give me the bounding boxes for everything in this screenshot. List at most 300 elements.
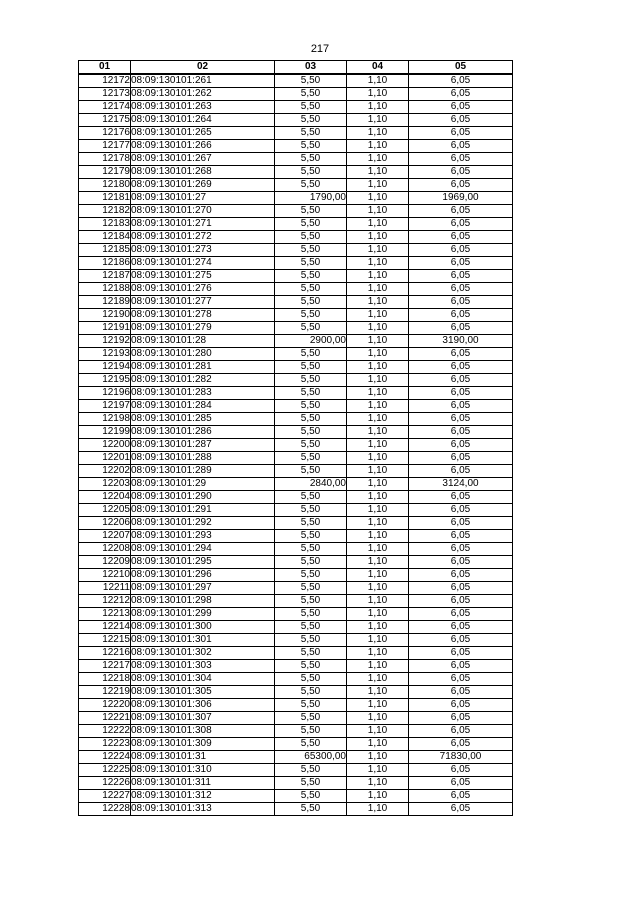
cadastral-number-cell: 08:09:130101:300	[131, 621, 275, 634]
table-row	[79, 504, 513, 517]
row-number-cell: 12216	[79, 647, 131, 660]
row-number-cell: 12215	[79, 634, 131, 647]
row-number-cell: 12184	[79, 231, 131, 244]
value-cell: 5,50	[275, 127, 347, 140]
table-row	[79, 777, 513, 790]
value-cell: 5,50	[275, 348, 347, 361]
coefficient-cell: 1,10	[347, 491, 409, 504]
result-cell: 6,05	[409, 634, 513, 647]
coefficient-cell: 1,10	[347, 140, 409, 153]
coefficient-cell: 1,10	[347, 530, 409, 543]
coefficient-cell: 1,10	[347, 348, 409, 361]
table-row	[79, 543, 513, 556]
cadastral-number-cell: 08:09:130101:289	[131, 465, 275, 478]
result-cell: 6,05	[409, 803, 513, 816]
result-cell: 6,05	[409, 296, 513, 309]
row-number-cell: 12181	[79, 192, 131, 205]
cadastral-number-cell: 08:09:130101:288	[131, 452, 275, 465]
result-cell: 6,05	[409, 660, 513, 673]
coefficient-cell: 1,10	[347, 660, 409, 673]
cadastral-number-cell: 08:09:130101:282	[131, 374, 275, 387]
cadastral-number-cell: 08:09:130101:29	[131, 478, 275, 491]
result-cell: 6,05	[409, 374, 513, 387]
result-cell: 6,05	[409, 465, 513, 478]
value-cell: 5,50	[275, 595, 347, 608]
cadastral-number-cell: 08:09:130101:270	[131, 205, 275, 218]
result-cell: 6,05	[409, 413, 513, 426]
row-number-cell: 12189	[79, 296, 131, 309]
cadastral-number-cell: 08:09:130101:261	[131, 74, 275, 88]
value-cell: 5,50	[275, 153, 347, 166]
coefficient-cell: 1,10	[347, 478, 409, 491]
result-cell: 6,05	[409, 621, 513, 634]
value-cell: 5,50	[275, 374, 347, 387]
table-row	[79, 491, 513, 504]
row-number-cell: 12222	[79, 725, 131, 738]
cadastral-number-cell: 08:09:130101:264	[131, 114, 275, 127]
coefficient-cell: 1,10	[347, 127, 409, 140]
cadastral-number-cell: 08:09:130101:272	[131, 231, 275, 244]
cadastral-number-cell: 08:09:130101:267	[131, 153, 275, 166]
value-cell: 5,50	[275, 504, 347, 517]
coefficient-cell: 1,10	[347, 322, 409, 335]
value-cell: 65300,00	[275, 751, 347, 764]
value-cell: 5,50	[275, 660, 347, 673]
result-cell: 6,05	[409, 114, 513, 127]
value-cell: 5,50	[275, 413, 347, 426]
value-cell: 5,50	[275, 530, 347, 543]
coefficient-cell: 1,10	[347, 608, 409, 621]
row-number-cell: 12205	[79, 504, 131, 517]
coefficient-cell: 1,10	[347, 439, 409, 452]
cadastral-number-cell: 08:09:130101:280	[131, 348, 275, 361]
column-header-04: 04	[347, 61, 409, 75]
coefficient-cell: 1,10	[347, 595, 409, 608]
row-number-cell: 12220	[79, 699, 131, 712]
table-row	[79, 218, 513, 231]
row-number-cell: 12182	[79, 205, 131, 218]
page-number: 217	[310, 43, 330, 55]
value-cell: 5,50	[275, 543, 347, 556]
value-cell: 5,50	[275, 699, 347, 712]
coefficient-cell: 1,10	[347, 738, 409, 751]
value-cell: 5,50	[275, 764, 347, 777]
table-row	[79, 764, 513, 777]
table-row	[79, 426, 513, 439]
cadastral-number-cell: 08:09:130101:275	[131, 270, 275, 283]
table-row	[79, 608, 513, 621]
coefficient-cell: 1,10	[347, 387, 409, 400]
row-number-cell: 12192	[79, 335, 131, 348]
value-cell: 5,50	[275, 803, 347, 816]
value-cell: 5,50	[275, 166, 347, 179]
row-number-cell: 12177	[79, 140, 131, 153]
row-number-cell: 12173	[79, 88, 131, 101]
row-number-cell: 12227	[79, 790, 131, 803]
coefficient-cell: 1,10	[347, 556, 409, 569]
table-row	[79, 621, 513, 634]
cadastral-number-cell: 08:09:130101:297	[131, 582, 275, 595]
result-cell: 6,05	[409, 205, 513, 218]
coefficient-cell: 1,10	[347, 244, 409, 257]
coefficient-cell: 1,10	[347, 517, 409, 530]
result-cell: 6,05	[409, 257, 513, 270]
table-row	[79, 569, 513, 582]
row-number-cell: 12197	[79, 400, 131, 413]
result-cell: 6,05	[409, 400, 513, 413]
table-row	[79, 296, 513, 309]
result-cell: 6,05	[409, 127, 513, 140]
row-number-cell: 12209	[79, 556, 131, 569]
coefficient-cell: 1,10	[347, 153, 409, 166]
result-cell: 71830,00	[409, 751, 513, 764]
table-row	[79, 140, 513, 153]
cadastral-number-cell: 08:09:130101:290	[131, 491, 275, 504]
value-cell: 5,50	[275, 74, 347, 88]
table-row	[79, 179, 513, 192]
coefficient-cell: 1,10	[347, 101, 409, 114]
table-row	[79, 127, 513, 140]
table-row	[79, 244, 513, 257]
result-cell: 6,05	[409, 595, 513, 608]
row-number-cell: 12211	[79, 582, 131, 595]
result-cell: 6,05	[409, 712, 513, 725]
result-cell: 6,05	[409, 426, 513, 439]
coefficient-cell: 1,10	[347, 309, 409, 322]
row-number-cell: 12180	[79, 179, 131, 192]
table-row	[79, 114, 513, 127]
coefficient-cell: 1,10	[347, 296, 409, 309]
value-cell: 5,50	[275, 309, 347, 322]
value-cell: 5,50	[275, 88, 347, 101]
row-number-cell: 12201	[79, 452, 131, 465]
table-row	[79, 335, 513, 348]
row-number-cell: 12224	[79, 751, 131, 764]
cadastral-number-cell: 08:09:130101:291	[131, 504, 275, 517]
cadastral-number-cell: 08:09:130101:306	[131, 699, 275, 712]
coefficient-cell: 1,10	[347, 634, 409, 647]
result-cell: 6,05	[409, 647, 513, 660]
cadastral-number-cell: 08:09:130101:278	[131, 309, 275, 322]
cadastral-number-cell: 08:09:130101:277	[131, 296, 275, 309]
cadastral-number-cell: 08:09:130101:286	[131, 426, 275, 439]
cadastral-number-cell: 08:09:130101:283	[131, 387, 275, 400]
table-row	[79, 166, 513, 179]
table-row	[79, 582, 513, 595]
result-cell: 6,05	[409, 686, 513, 699]
result-cell: 6,05	[409, 517, 513, 530]
cadastral-number-cell: 08:09:130101:266	[131, 140, 275, 153]
table-body	[79, 74, 513, 816]
coefficient-cell: 1,10	[347, 621, 409, 634]
cadastral-number-cell: 08:09:130101:265	[131, 127, 275, 140]
result-cell: 6,05	[409, 764, 513, 777]
result-cell: 6,05	[409, 790, 513, 803]
table-row	[79, 517, 513, 530]
coefficient-cell: 1,10	[347, 179, 409, 192]
row-number-cell: 12194	[79, 361, 131, 374]
value-cell: 5,50	[275, 322, 347, 335]
coefficient-cell: 1,10	[347, 218, 409, 231]
cadastral-number-cell: 08:09:130101:305	[131, 686, 275, 699]
row-number-cell: 12186	[79, 257, 131, 270]
table-row	[79, 699, 513, 712]
value-cell: 5,50	[275, 452, 347, 465]
table-row	[79, 465, 513, 478]
cadastral-number-cell: 08:09:130101:284	[131, 400, 275, 413]
coefficient-cell: 1,10	[347, 465, 409, 478]
row-number-cell: 12188	[79, 283, 131, 296]
row-number-cell: 12198	[79, 413, 131, 426]
value-cell: 5,50	[275, 218, 347, 231]
cadastral-number-cell: 08:09:130101:292	[131, 517, 275, 530]
cadastral-number-cell: 08:09:130101:31	[131, 751, 275, 764]
row-number-cell: 12195	[79, 374, 131, 387]
cadastral-number-cell: 08:09:130101:269	[131, 179, 275, 192]
result-cell: 6,05	[409, 452, 513, 465]
row-number-cell: 12206	[79, 517, 131, 530]
table-row	[79, 400, 513, 413]
value-cell: 5,50	[275, 361, 347, 374]
cadastral-number-cell: 08:09:130101:303	[131, 660, 275, 673]
result-cell: 6,05	[409, 101, 513, 114]
result-cell: 6,05	[409, 166, 513, 179]
result-cell: 6,05	[409, 504, 513, 517]
cadastral-number-cell: 08:09:130101:294	[131, 543, 275, 556]
row-number-cell: 12175	[79, 114, 131, 127]
cadastral-number-cell: 08:09:130101:262	[131, 88, 275, 101]
row-number-cell: 12223	[79, 738, 131, 751]
row-number-cell: 12219	[79, 686, 131, 699]
value-cell: 5,50	[275, 712, 347, 725]
coefficient-cell: 1,10	[347, 231, 409, 244]
value-cell: 5,50	[275, 257, 347, 270]
cadastral-number-cell: 08:09:130101:271	[131, 218, 275, 231]
cadastral-number-cell: 08:09:130101:279	[131, 322, 275, 335]
value-cell: 5,50	[275, 426, 347, 439]
coefficient-cell: 1,10	[347, 803, 409, 816]
column-header-03: 03	[275, 61, 347, 75]
coefficient-cell: 1,10	[347, 751, 409, 764]
result-cell: 6,05	[409, 88, 513, 101]
row-number-cell: 12191	[79, 322, 131, 335]
result-cell: 3190,00	[409, 335, 513, 348]
table-header-row	[79, 61, 513, 75]
value-cell: 5,50	[275, 738, 347, 751]
result-cell: 6,05	[409, 270, 513, 283]
result-cell: 6,05	[409, 608, 513, 621]
row-number-cell: 12213	[79, 608, 131, 621]
coefficient-cell: 1,10	[347, 413, 409, 426]
value-cell: 5,50	[275, 621, 347, 634]
row-number-cell: 12221	[79, 712, 131, 725]
value-cell: 5,50	[275, 244, 347, 257]
table-row	[79, 231, 513, 244]
coefficient-cell: 1,10	[347, 725, 409, 738]
table-row	[79, 673, 513, 686]
cadastral-number-cell: 08:09:130101:307	[131, 712, 275, 725]
value-cell: 5,50	[275, 647, 347, 660]
coefficient-cell: 1,10	[347, 205, 409, 218]
coefficient-cell: 1,10	[347, 335, 409, 348]
coefficient-cell: 1,10	[347, 764, 409, 777]
result-cell: 6,05	[409, 153, 513, 166]
table-row	[79, 712, 513, 725]
value-cell: 5,50	[275, 569, 347, 582]
value-cell: 5,50	[275, 270, 347, 283]
cadastral-number-cell: 08:09:130101:302	[131, 647, 275, 660]
cadastral-number-cell: 08:09:130101:309	[131, 738, 275, 751]
row-number-cell: 12187	[79, 270, 131, 283]
cadastral-number-cell: 08:09:130101:298	[131, 595, 275, 608]
table-row	[79, 725, 513, 738]
table-row	[79, 439, 513, 452]
result-cell: 6,05	[409, 777, 513, 790]
result-cell: 6,05	[409, 322, 513, 335]
result-cell: 6,05	[409, 543, 513, 556]
row-number-cell: 12196	[79, 387, 131, 400]
value-cell: 5,50	[275, 387, 347, 400]
result-cell: 6,05	[409, 582, 513, 595]
row-number-cell: 12199	[79, 426, 131, 439]
table-row	[79, 790, 513, 803]
value-cell: 5,50	[275, 296, 347, 309]
coefficient-cell: 1,10	[347, 543, 409, 556]
result-cell: 6,05	[409, 387, 513, 400]
row-number-cell: 12204	[79, 491, 131, 504]
result-cell: 6,05	[409, 361, 513, 374]
result-cell: 6,05	[409, 556, 513, 569]
row-number-cell: 12226	[79, 777, 131, 790]
value-cell: 2900,00	[275, 335, 347, 348]
row-number-cell: 12207	[79, 530, 131, 543]
column-header-05: 05	[409, 61, 513, 75]
cadastral-number-cell: 08:09:130101:273	[131, 244, 275, 257]
table-row	[79, 205, 513, 218]
row-number-cell: 12172	[79, 74, 131, 88]
table-row	[79, 270, 513, 283]
cadastral-number-cell: 08:09:130101:312	[131, 790, 275, 803]
value-cell: 5,50	[275, 491, 347, 504]
cadastral-number-cell: 08:09:130101:311	[131, 777, 275, 790]
result-cell: 6,05	[409, 283, 513, 296]
cadastral-number-cell: 08:09:130101:296	[131, 569, 275, 582]
table-row	[79, 74, 513, 88]
table-row	[79, 595, 513, 608]
row-number-cell: 12217	[79, 660, 131, 673]
coefficient-cell: 1,10	[347, 283, 409, 296]
coefficient-cell: 1,10	[347, 257, 409, 270]
table-row	[79, 660, 513, 673]
row-number-cell: 12178	[79, 153, 131, 166]
cadastral-number-cell: 08:09:130101:299	[131, 608, 275, 621]
value-cell: 5,50	[275, 634, 347, 647]
value-cell: 5,50	[275, 465, 347, 478]
table-row	[79, 361, 513, 374]
cadastral-number-cell: 08:09:130101:293	[131, 530, 275, 543]
row-number-cell: 12193	[79, 348, 131, 361]
row-number-cell: 12203	[79, 478, 131, 491]
table-row	[79, 374, 513, 387]
result-cell: 6,05	[409, 348, 513, 361]
coefficient-cell: 1,10	[347, 426, 409, 439]
result-cell: 6,05	[409, 439, 513, 452]
data-table	[78, 60, 513, 816]
coefficient-cell: 1,10	[347, 504, 409, 517]
value-cell: 5,50	[275, 517, 347, 530]
value-cell: 5,50	[275, 179, 347, 192]
value-cell: 5,50	[275, 582, 347, 595]
row-number-cell: 12210	[79, 569, 131, 582]
coefficient-cell: 1,10	[347, 114, 409, 127]
result-cell: 6,05	[409, 569, 513, 582]
value-cell: 1790,00	[275, 192, 347, 205]
table-row	[79, 647, 513, 660]
coefficient-cell: 1,10	[347, 699, 409, 712]
value-cell: 5,50	[275, 777, 347, 790]
coefficient-cell: 1,10	[347, 777, 409, 790]
row-number-cell: 12212	[79, 595, 131, 608]
value-cell: 5,50	[275, 673, 347, 686]
row-number-cell: 12214	[79, 621, 131, 634]
table-row	[79, 803, 513, 816]
table-row	[79, 153, 513, 166]
value-cell: 5,50	[275, 140, 347, 153]
cadastral-number-cell: 08:09:130101:308	[131, 725, 275, 738]
cadastral-number-cell: 08:09:130101:301	[131, 634, 275, 647]
table-row	[79, 738, 513, 751]
row-number-cell: 12176	[79, 127, 131, 140]
value-cell: 5,50	[275, 686, 347, 699]
table-row	[79, 348, 513, 361]
value-cell: 5,50	[275, 114, 347, 127]
coefficient-cell: 1,10	[347, 712, 409, 725]
result-cell: 6,05	[409, 218, 513, 231]
table-row	[79, 413, 513, 426]
cadastral-number-cell: 08:09:130101:28	[131, 335, 275, 348]
coefficient-cell: 1,10	[347, 569, 409, 582]
table-row	[79, 478, 513, 491]
table-row	[79, 387, 513, 400]
table-row	[79, 88, 513, 101]
row-number-cell: 12218	[79, 673, 131, 686]
row-number-cell: 12179	[79, 166, 131, 179]
result-cell: 6,05	[409, 530, 513, 543]
cadastral-number-cell: 08:09:130101:27	[131, 192, 275, 205]
table-row	[79, 686, 513, 699]
result-cell: 6,05	[409, 179, 513, 192]
coefficient-cell: 1,10	[347, 400, 409, 413]
row-number-cell: 12190	[79, 309, 131, 322]
row-number-cell: 12202	[79, 465, 131, 478]
column-header-02: 02	[131, 61, 275, 75]
cadastral-number-cell: 08:09:130101:313	[131, 803, 275, 816]
table-row	[79, 452, 513, 465]
coefficient-cell: 1,10	[347, 88, 409, 101]
row-number-cell: 12208	[79, 543, 131, 556]
result-cell: 6,05	[409, 140, 513, 153]
coefficient-cell: 1,10	[347, 582, 409, 595]
table-row	[79, 530, 513, 543]
table-row	[79, 322, 513, 335]
table-row	[79, 634, 513, 647]
result-cell: 6,05	[409, 738, 513, 751]
table-row	[79, 192, 513, 205]
result-cell: 6,05	[409, 309, 513, 322]
table-row	[79, 283, 513, 296]
coefficient-cell: 1,10	[347, 790, 409, 803]
value-cell: 5,50	[275, 725, 347, 738]
